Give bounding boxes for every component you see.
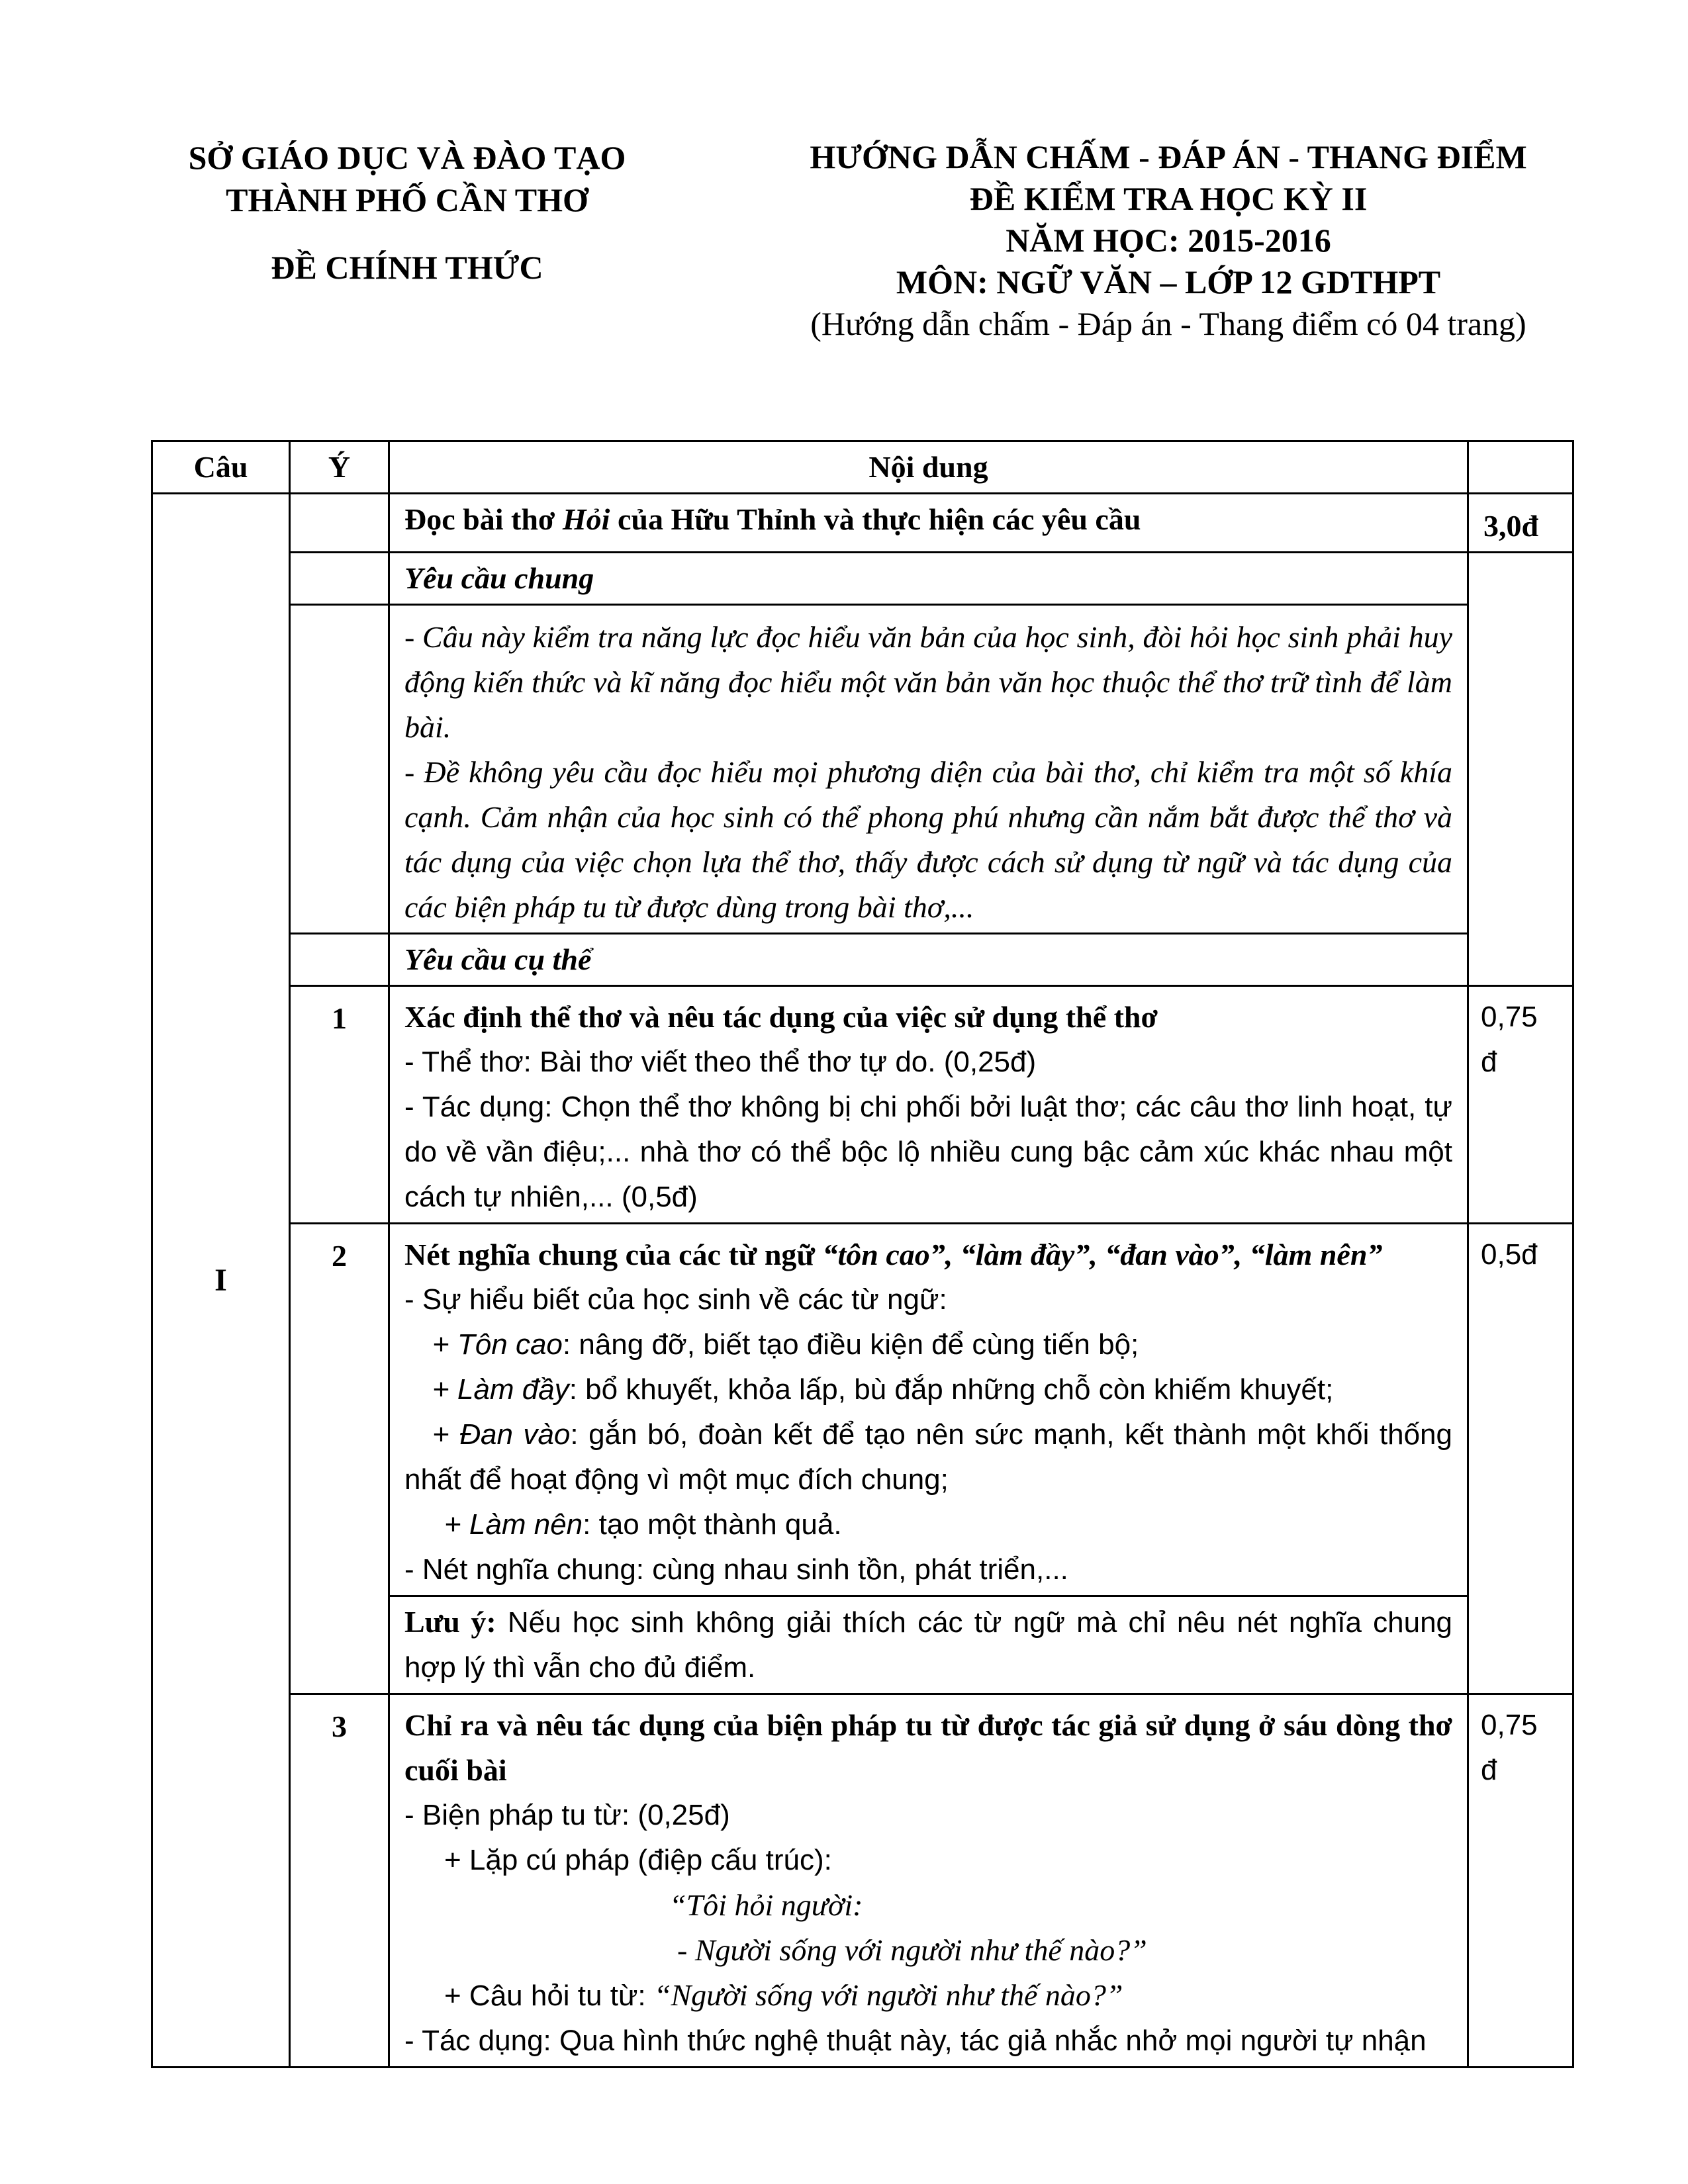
general-content bbox=[389, 605, 1468, 934]
intro-rest: của Hữu Thỉnh và thực hiện các yêu cầu bbox=[610, 502, 1141, 536]
intro-score: 3,0đ bbox=[1468, 494, 1573, 553]
item3-poem2: - Người sống với người như thế nào?” bbox=[677, 1933, 1147, 1967]
y-cell bbox=[290, 553, 389, 605]
general-p2: - Đề không yêu cầu đọc hiểu mọi phương diện của bài thơ, chỉ kiểm tra một số khía cạnh. Cảm nhận của học sinh có thể phong phú nhưng cần nắm bắt được thể thơ và tác dụng của việc chọn lựa thể thơ, thấy được cách sử dụng từ ngữ và tác dụng của các biện pháp tu từ được dùng trong bài thơ,... bbox=[404, 755, 1452, 924]
table-row bbox=[152, 1224, 1573, 1596]
item2-word3: + Đan vào: gắn bó, đoàn kết để tạo nên sức mạnh, kết thành một khối thống nhất để hoạt động vì một mục đích chung; bbox=[404, 1418, 1452, 1496]
item3-number: 3 bbox=[290, 1694, 389, 2068]
general-title: Yêu cầu chung bbox=[389, 553, 1468, 605]
item3-title: Chỉ ra và nêu tác dụng của biện pháp tu từ được tác giả sử dụng ở sáu dòng thơ cuối bài bbox=[404, 1708, 1452, 1787]
item2-line1: - Sự hiểu biết của học sinh về các từ ngữ: bbox=[404, 1283, 947, 1316]
department-name: SỞ GIÁO DỤC VÀ ĐÀO TẠO bbox=[188, 139, 626, 176]
item1-title: Xác định thể thơ và nêu tác dụng của việc sử dụng thể thơ bbox=[404, 1000, 1158, 1034]
item3-score: 0,75 đ bbox=[1468, 1694, 1573, 2068]
official-label: ĐỀ CHÍNH THỨC bbox=[271, 249, 543, 286]
item2-word4: + Làm nên: tạo một thành quả. bbox=[444, 1508, 842, 1541]
table-row bbox=[152, 494, 1573, 553]
exam-name: ĐỀ KIỂM TRA HỌC KỲ II bbox=[969, 180, 1368, 217]
header-score bbox=[1468, 441, 1573, 494]
table-row bbox=[152, 605, 1573, 934]
table-row bbox=[152, 934, 1573, 986]
item2-content bbox=[389, 1224, 1468, 1596]
header-y: Ý bbox=[290, 441, 389, 494]
item3-line4: - Tác dụng: Qua hình thức nghệ thuật này, tác giả nhắc nhở mọi người tự nhận bbox=[404, 2025, 1427, 2057]
item2-word1: + Tôn cao: nâng đỡ, biết tạo điều kiện để cùng tiến bộ; bbox=[432, 1328, 1139, 1361]
item1-content bbox=[389, 986, 1468, 1224]
doc-title: HƯỚNG DẪN CHẤM - ĐÁP ÁN - THANG ĐIỂM bbox=[810, 138, 1527, 175]
item3-line3: + Câu hỏi tu từ: “Người sống với người như thế nào?” bbox=[444, 1978, 1123, 2012]
y-cell bbox=[290, 605, 389, 934]
item3-line1: - Biện pháp tu từ: (0,25đ) bbox=[404, 1799, 730, 1831]
item2-note-label: Lưu ý: bbox=[404, 1605, 496, 1639]
city-name: THÀNH PHỐ CẦN THƠ bbox=[226, 181, 588, 218]
item2-score: 0,5đ bbox=[1468, 1224, 1573, 1694]
item2-note-text: Nếu học sinh không giải thích các từ ngữ mà chỉ nêu nét nghĩa chung hợp lý thì vẫn cho đủ điểm. bbox=[404, 1606, 1453, 1684]
section-number: I bbox=[152, 494, 290, 2068]
score-cell bbox=[1468, 553, 1573, 986]
header-cau: Câu bbox=[152, 441, 290, 494]
table-header-row bbox=[152, 441, 1573, 494]
page-count-note: (Hướng dẫn chấm - Đáp án - Thang điểm có 04 trang) bbox=[810, 305, 1526, 342]
item2-number: 2 bbox=[290, 1224, 389, 1694]
item2-title-words: “tôn cao”, “làm đầy”, “đan vào”, “làm nên” bbox=[822, 1238, 1383, 1271]
item2-note bbox=[389, 1596, 1468, 1694]
grading-table bbox=[151, 440, 1574, 2068]
item3-poem1: “Tôi hỏi người: bbox=[669, 1888, 863, 1922]
item2-line2: - Nét nghĩa chung: cùng nhau sinh tồn, phát triển,... bbox=[404, 1553, 1068, 1586]
item3-line2: + Lặp cú pháp (điệp cấu trúc): bbox=[444, 1844, 832, 1876]
header-content: Nội dung bbox=[389, 441, 1468, 494]
intro-poem-title: Hỏi bbox=[562, 502, 610, 536]
table-row bbox=[152, 986, 1573, 1224]
table-row bbox=[152, 553, 1573, 605]
item1-number: 1 bbox=[290, 986, 389, 1224]
item3-content bbox=[389, 1694, 1468, 2068]
item1-score: 0,75 đ bbox=[1468, 986, 1573, 1224]
general-p1: - Câu này kiểm tra năng lực đọc hiểu văn bản của học sinh, đòi hỏi học sinh phải huy động kiến thức và kĩ năng đọc hiểu một văn bản văn học thuộc thể thơ trữ tình để làm bài. bbox=[404, 620, 1452, 744]
y-cell bbox=[290, 494, 389, 553]
item1-line1: - Thể thơ: Bài thơ viết theo thể thơ tự do. (0,25đ) bbox=[404, 1046, 1037, 1078]
header-left bbox=[149, 136, 665, 289]
table-row bbox=[152, 1694, 1573, 2068]
header-right bbox=[715, 136, 1622, 345]
item2-word2: + Làm đầy: bổ khuyết, khỏa lấp, bù đắp những chỗ còn khiếm khuyết; bbox=[432, 1373, 1334, 1406]
item1-line2: - Tác dụng: Chọn thể thơ không bị chi phối bởi luật thơ; các câu thơ linh hoạt, tự do về vần điệu;... nhà thơ có thể bộc lộ nhiều cung bậc cảm xúc khác nhau một cách tự nhiên,... (0,5đ) bbox=[404, 1091, 1452, 1213]
subject-line: MÔN: NGỮ VĂN – LỚP 12 GDTHPT bbox=[896, 263, 1441, 300]
intro-cell bbox=[389, 494, 1468, 553]
specific-title: Yêu cầu cụ thể bbox=[389, 934, 1468, 986]
intro-pre: Đọc bài thơ bbox=[404, 502, 563, 536]
school-year: NĂM HỌC: 2015-2016 bbox=[1006, 222, 1331, 259]
y-cell bbox=[290, 934, 389, 986]
item2-title: Nét nghĩa chung của các từ ngữ “tôn cao”, “làm đầy”, “đan vào”, “làm nên” bbox=[404, 1238, 1383, 1271]
